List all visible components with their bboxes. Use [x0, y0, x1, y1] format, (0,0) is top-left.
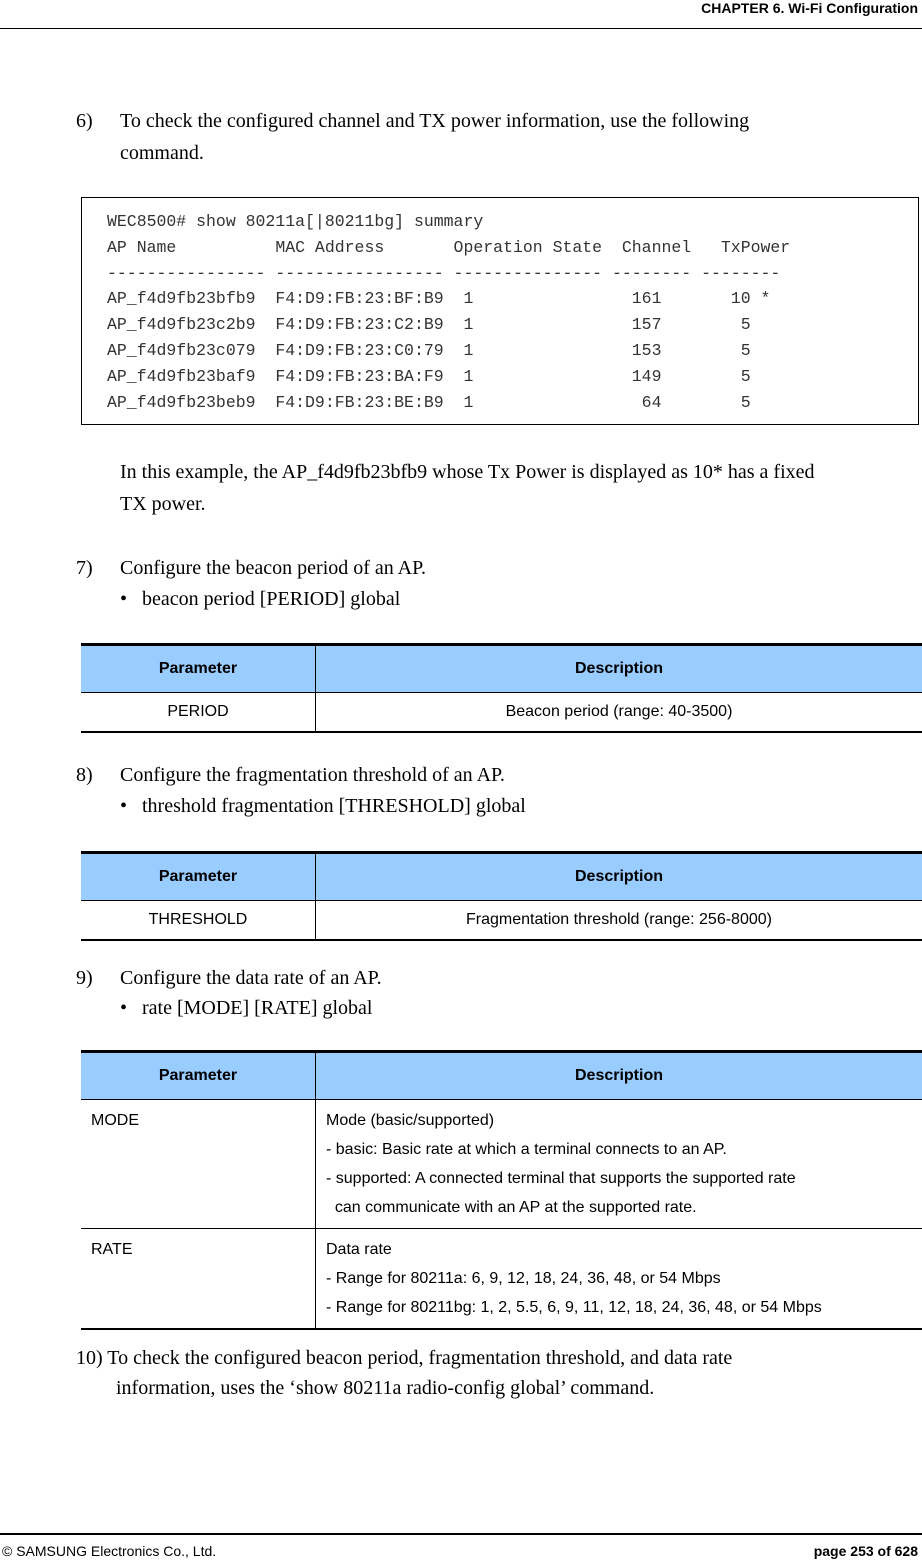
page-header — [0, 0, 922, 29]
code-lines — [107, 209, 790, 415]
step-text: command. — [120, 142, 204, 164]
column-header: Parameter — [81, 1052, 316, 1100]
step-number: 6) — [76, 110, 93, 132]
step-text: Configure the data rate of an AP. — [120, 967, 382, 989]
column-header: Parameter — [81, 645, 316, 693]
bullet-text: rate [MODE] [RATE] global — [142, 997, 373, 1019]
desc-line: can communicate with an AP at the supported rate. — [326, 1199, 697, 1216]
desc-line: Data rate — [326, 1241, 392, 1258]
param-cell: THRESHOLD — [81, 901, 316, 941]
note-line: In this example, the AP_f4d9fb23bfb9 whose Tx Power is displayed as 10* has a fixed — [120, 461, 815, 483]
step-text: Configure the beacon period of an AP. — [120, 557, 427, 579]
step-text: 10) To check the configured beacon period, fragmentation threshold, and data rate — [76, 1347, 733, 1369]
step-number: 8) — [76, 764, 93, 786]
bullet-dot: • — [120, 795, 128, 817]
code-line: AP_f4d9fb23baf9 F4:D9:FB:23:BA:F9 1 149 5 — [107, 366, 751, 386]
column-header: Description — [316, 853, 922, 901]
desc-line: Mode (basic/supported) — [326, 1112, 495, 1129]
step-text: To check the configured channel and TX power information, use the following — [120, 110, 750, 132]
code-line: AP_f4d9fb23bfb9 F4:D9:FB:23:BF:B9 1 161 10 * — [107, 289, 771, 309]
desc-line: - Range for 80211bg: 1, 2, 5.5, 6, 9, 11, 12, 18, 24, 36, 48, or 54 Mbps — [326, 1299, 822, 1316]
table-row — [81, 1100, 922, 1229]
table-row — [81, 901, 922, 941]
desc-cell — [316, 1229, 922, 1330]
param-cell: RATE — [81, 1229, 316, 1330]
desc-cell: Fragmentation threshold (range: 256-8000) — [316, 901, 922, 941]
code-line: AP_f4d9fb23c079 F4:D9:FB:23:C0:79 1 153 5 — [107, 340, 751, 360]
bullet-text: threshold fragmentation [THRESHOLD] global — [142, 795, 526, 817]
column-header: Description — [316, 645, 922, 693]
desc-line: - supported: A connected terminal that supports the supported rate — [326, 1170, 796, 1187]
desc-cell: Beacon period (range: 40-3500) — [316, 693, 922, 733]
copyright: © SAMSUNG Electronics Co., Ltd. — [2, 1543, 217, 1559]
bullet-item — [120, 792, 526, 820]
table-row — [81, 1229, 922, 1330]
code-line: AP_f4d9fb23c2b9 F4:D9:FB:23:C2:B9 1 157 5 — [107, 315, 751, 335]
column-header: Parameter — [81, 853, 316, 901]
desc-line: - Range for 80211a: 6, 9, 12, 18, 24, 36, 48, or 54 Mbps — [326, 1270, 721, 1287]
parameter-table-period — [81, 643, 922, 733]
param-cell: MODE — [81, 1100, 316, 1229]
parameter-table-rate — [81, 1050, 922, 1330]
step-number: 7) — [76, 557, 93, 579]
code-block — [81, 197, 919, 425]
parameter-table-threshold — [81, 851, 922, 941]
note-line: TX power. — [120, 493, 206, 515]
bullet-text: beacon period [PERIOD] global — [142, 588, 401, 610]
param-cell: PERIOD — [81, 693, 316, 733]
bullet-item — [120, 585, 400, 613]
bullet-dot: • — [120, 588, 128, 610]
column-header: Description — [316, 1052, 922, 1100]
page-footer — [0, 1533, 922, 1559]
desc-cell — [316, 1100, 922, 1229]
code-line: AP_f4d9fb23beb9 F4:D9:FB:23:BE:B9 1 64 5 — [107, 392, 751, 412]
bullet-dot: • — [120, 997, 128, 1019]
step-text: information, uses the ‘show 80211a radio-config global’ command. — [116, 1377, 655, 1399]
desc-line: - basic: Basic rate at which a terminal connects to an AP. — [326, 1141, 727, 1158]
chapter-title: CHAPTER 6. Wi-Fi Configuration — [701, 0, 918, 16]
step-text: Configure the fragmentation threshold of an AP. — [120, 764, 505, 786]
code-line: ---------------- ----------------- --------------- -------- -------- — [107, 263, 781, 283]
example-note — [120, 456, 920, 520]
page-number: page 253 of 628 — [813, 1543, 918, 1559]
code-line: WEC8500# show 80211a[|80211bg] summary — [107, 212, 484, 231]
table-row — [81, 693, 922, 733]
step-10 — [76, 1343, 732, 1403]
code-line: AP Name MAC Address Operation State Channel TxPower — [107, 237, 791, 257]
step-number: 9) — [76, 967, 93, 989]
bullet-item — [120, 994, 373, 1022]
